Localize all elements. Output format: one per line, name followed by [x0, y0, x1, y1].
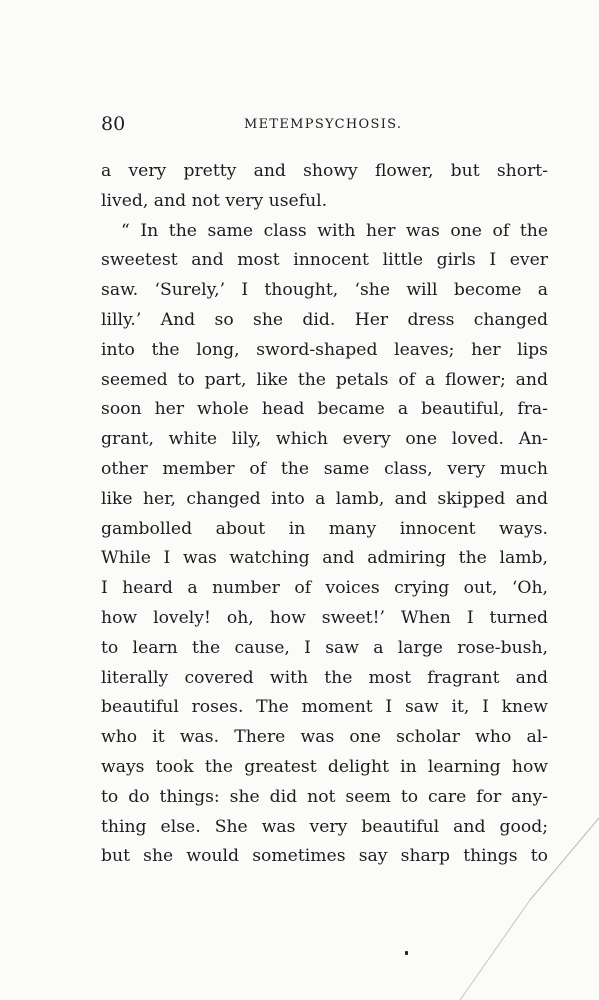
fold-line — [460, 900, 530, 1000]
text-line: beautiful roses. The moment I saw it, I knew — [101, 697, 548, 718]
text-line: sweetest and most innocent little girls I ever — [101, 250, 548, 271]
text-line: other member of the same class, very much — [101, 458, 548, 479]
text-line: seemed to part, like the petals of a flower; and — [101, 369, 548, 390]
text-line: like her, changed into a lamb, and skipped and — [101, 488, 548, 509]
text-line: lilly.’ And so she did. Her dress changed — [101, 309, 548, 330]
text-line: who it was. There was one scholar who al- — [101, 727, 548, 748]
text-line: While I was watching and admiring the lamb, — [101, 548, 548, 569]
text-line: “ In the same class with her was one of the — [121, 220, 548, 241]
running-title: METEMPSYCHOSIS. — [244, 117, 403, 132]
text-line: thing else. She was very beautiful and good; — [101, 816, 548, 837]
text-line: soon her whole head became a beautiful, fra- — [101, 399, 548, 420]
text-line: I heard a number of voices crying out, ‘Oh, — [101, 578, 548, 599]
text-line: a very pretty and showy flower, but short- — [101, 161, 548, 181]
text-line: literally covered with the most fragrant and — [101, 667, 548, 688]
text-line: to do things: she did not seem to care for any- — [101, 786, 548, 807]
text-line: how lovely! oh, how sweet!’ When I turned — [101, 607, 548, 628]
fold-line — [530, 818, 599, 900]
text-line: grant, white lily, which every one loved. An- — [101, 429, 548, 450]
page-number: 80 — [101, 113, 126, 135]
text-line: gambolled about in many innocent ways. — [101, 518, 548, 539]
text-line: into the long, sword-shaped leaves; her lips — [101, 339, 548, 360]
text-line: saw. ‘Surely,’ I thought, ‘she will become a — [101, 280, 548, 301]
text-line: lived, and not very useful. — [101, 190, 328, 211]
ink-speck — [405, 951, 408, 955]
text-line: but she would sometimes say sharp things to — [101, 846, 548, 867]
text-line: ways took the greatest delight in learning how — [101, 756, 548, 777]
text-line: to learn the cause, I saw a large rose-bush, — [101, 637, 548, 658]
